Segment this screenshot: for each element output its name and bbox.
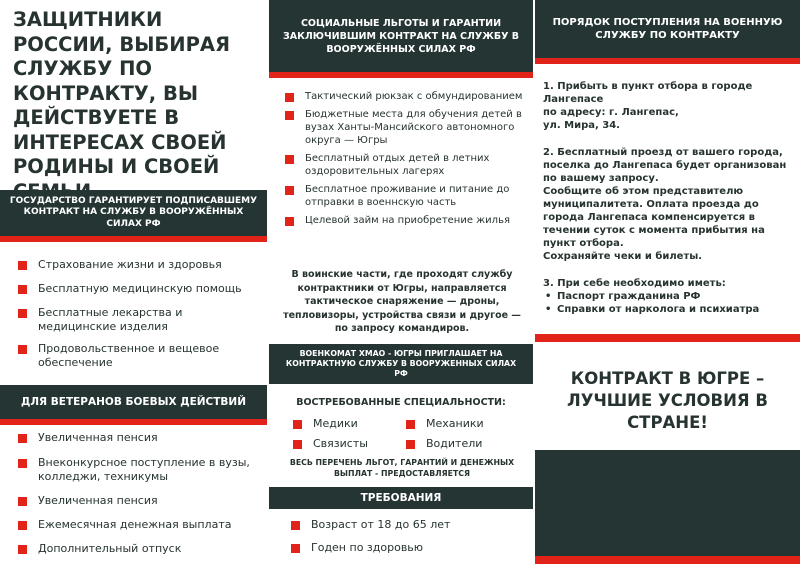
step-3: 3. При себе необходимо иметь: [543, 278, 726, 289]
bullet-icon [285, 155, 294, 164]
list-item: Дополнительный отпуск [18, 542, 264, 556]
middle-panel [269, 0, 533, 564]
requirements-list [291, 518, 529, 555]
list-item: Связисты [293, 437, 408, 451]
documents-list [543, 290, 797, 316]
bullet-icon [18, 261, 27, 270]
bullet-icon [285, 93, 294, 102]
list-item: Ежемесячная денежная выплата [18, 518, 264, 532]
bullet-icon [291, 521, 300, 530]
step-2: 2. Бесплатный проезд от вашего города, поселка до Лангепаса будет организован по вашему запросу. [543, 147, 787, 184]
bullet-icon [406, 440, 415, 449]
bullet-icon [18, 545, 27, 554]
divider [535, 334, 800, 342]
list-item: Возраст от 18 до 65 лет [291, 518, 529, 532]
step-2-note: Сохраняйте чеки и билеты. [543, 251, 703, 262]
list-item: Увеличенная пенсия [18, 431, 264, 445]
bullet-icon [291, 544, 300, 553]
list-item: Бесплатную медицинскую помощь [18, 282, 258, 296]
veterans-heading-text: ДЛЯ ВЕТЕРАНОВ БОЕВЫХ ДЕЙСТВИЙ [20, 396, 246, 408]
list-item: Годен по здоровью [291, 541, 529, 555]
list-item: • Паспорт гражданина РФ [545, 291, 701, 302]
invite-heading [269, 344, 533, 384]
specialties-list-left [293, 417, 408, 451]
list-item: Увеличенная пенсия [18, 494, 264, 508]
divider [535, 556, 800, 564]
left-panel [0, 0, 267, 564]
list-item: Тактический рюкзак с обмундированием [285, 90, 529, 103]
procedure-heading-text: ПОРЯДОК ПОСТУПЛЕНИЯ НА ВОЕННУЮ СЛУЖБУ ПО КОНТРАКТУ [552, 17, 783, 41]
step-1: 1. Прибыть в пункт отбора в городе Лангепасе [543, 81, 753, 105]
veterans-list [18, 431, 264, 556]
bullet-icon [18, 345, 27, 354]
bullet-icon [18, 309, 27, 318]
bullet-icon [293, 420, 302, 429]
dot-icon: • [545, 304, 552, 315]
units-note: В воинские части, где проходят службу контрактники от Югры, направляется тактическое снаряжение — дроны, тепловизоры, устройства связи и другое — по запросу командиров. [283, 269, 521, 334]
full-list-note: ВЕСЬ ПЕРЕЧЕНЬ ЛЬГОТ, ГАРАНТИЙ И ДЕНЕЖНЫХ ВЫПЛАТ - ПРЕДОСТАВЛЯЕТСЯ [289, 458, 515, 478]
list-item: Водители [406, 437, 526, 451]
bullet-icon [18, 285, 27, 294]
bullet-icon [285, 186, 294, 195]
list-item: Бесплатный отдых детей в летних оздоровительных лагерях [285, 152, 529, 178]
list-item: Страхование жизни и здоровья [18, 258, 258, 272]
bullet-icon [18, 497, 27, 506]
list-item: • Справки от нарколога и психиатра [545, 304, 760, 315]
step-2-details: Сообщите об этом представителю муниципалитета. Оплата проезда до города Лангепаса компенсируется в течении суток с момента прибытия на пункт отбора. [543, 186, 765, 249]
list-item: Целевой займ на приобретение жилья [285, 214, 529, 227]
list-item: Бюджетные места для обучения детей в вузах Ханты-Мансийского автономного округа — Югры [285, 108, 529, 147]
bullet-icon [18, 459, 27, 468]
step-1-address-line-1: по адресу: г. Лангепас, [543, 107, 679, 118]
specialties-list-right [406, 417, 526, 451]
list-item: Механики [406, 417, 526, 431]
bullet-icon [285, 111, 294, 120]
step-1-address-line-2: ул. Мира, 34. [543, 120, 620, 131]
veterans-heading [0, 385, 267, 419]
divider [269, 72, 533, 78]
divider [0, 419, 267, 425]
divider [0, 236, 267, 242]
procedure-heading [535, 0, 800, 58]
bottom-dark-block [535, 450, 800, 556]
benefits-heading [269, 0, 533, 72]
invite-heading-text: ВОЕНКОМАТ ХМАО - ЮГРЫ ПРИГЛАШАЕТ НА КОНТРАКТНУЮ СЛУЖБУ В ВООРУЖЕННЫХ СИЛАХ РФ [285, 349, 517, 378]
right-panel [535, 0, 800, 564]
hero-title: ЗАЩИТНИКИ РОССИИ, ВЫБИРАЯ СЛУЖБУ ПО КОНТРАКТУ, ВЫ ДЕЙСТВУЕТЕ В ИНТЕРЕСАХ СВОЕЙ РОДИНЫ И СВОЕЙ [13, 8, 230, 178]
guarantee-heading-text: ГОСУДАРСТВО ГАРАНТИРУЕТ ПОДПИСАВШЕМУ КОНТРАКТ НА СЛУЖБУ В ВООРУЖЁННЫХ СИЛАХ РФ [9, 195, 258, 229]
specialties-label: ВОСТРЕБОВАННЫЕ СПЕЦИАЛЬНОСТИ: [296, 397, 506, 408]
procedure-body [543, 80, 797, 316]
divider [535, 58, 800, 64]
bullet-icon [18, 434, 27, 443]
benefits-list [285, 90, 529, 227]
bullet-icon [406, 420, 415, 429]
bullet-icon [285, 217, 294, 226]
list-item: Продовольственное и вещевое обеспечение [18, 342, 258, 370]
guarantee-heading [0, 190, 267, 236]
bullet-icon [293, 440, 302, 449]
dot-icon: • [545, 291, 552, 302]
bullet-icon [18, 521, 27, 530]
slogan: КОНТРАКТ В ЮГРЕ – ЛУЧШИЕ УСЛОВИЯ В СТРАНЕ! [567, 369, 768, 432]
list-item: Медики [293, 417, 408, 431]
benefits-heading-text: СОЦИАЛЬНЫЕ ЛЬГОТЫ И ГАРАНТИИ ЗАКЛЮЧИВШИМ КОНТРАКТ НА СЛУЖБУ В ВООРУЖЁННЫХ СИЛАХ РФ [283, 17, 519, 55]
list-item: Бесплатное проживание и питание до отправки в военнскую часть [285, 183, 529, 209]
requirements-heading [269, 487, 533, 509]
list-item: Бесплатные лекарства и медицинские изделия [18, 306, 258, 334]
requirements-heading-text: ТРЕБОВАНИЯ [360, 492, 442, 504]
list-item: Внеконкурсное поступление в вузы, колледжи, техникумы [18, 456, 264, 484]
guarantee-list [18, 258, 258, 370]
